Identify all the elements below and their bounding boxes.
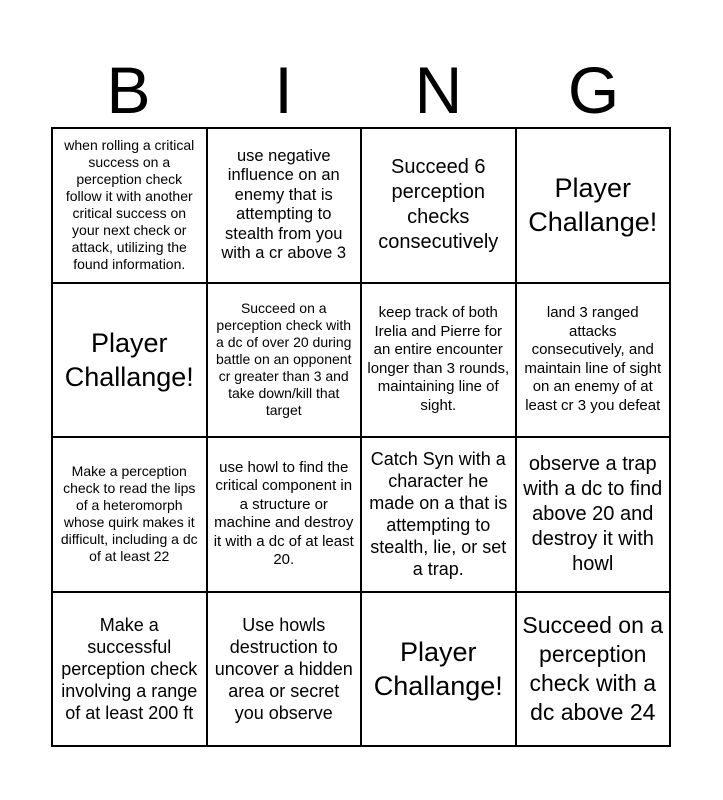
header-letter-n: N (414, 53, 463, 127)
bingo-cell[interactable] (362, 438, 517, 593)
bingo-cell[interactable] (208, 284, 363, 439)
bingo-cell[interactable] (517, 593, 672, 748)
cell-text: Make a successful perception check involving a range of at least 200 ft (61, 614, 198, 723)
cell-text: use howl to find the critical component in a structure or machine and destroy it with a dc of at least 20. (213, 458, 354, 569)
bingo-cell[interactable] (208, 129, 363, 284)
bingo-cell-player-challenge[interactable] (53, 284, 208, 439)
cell-text: Use howls destruction to uncover a hidden area or secret you observe (214, 614, 353, 723)
cell-text: Make a perception check to read the lips of a heteromorph whose quirk makes it difficult, including a dc of at least 22 (60, 463, 198, 565)
bingo-cell[interactable] (208, 593, 363, 748)
bingo-cell[interactable] (53, 593, 208, 748)
bingo-cell[interactable] (517, 284, 672, 439)
cell-text: Succeed 6 perception checks consecutively (378, 156, 499, 254)
bingo-header (51, 52, 671, 128)
cell-text: observe a trap with a dc to find above 20 and destroy it with howl (523, 452, 663, 575)
bingo-grid (51, 127, 671, 747)
bingo-cell[interactable] (53, 438, 208, 593)
cell-text: Player Challange! (528, 173, 658, 238)
bingo-cell-player-challenge[interactable] (362, 593, 517, 748)
header-letter-g: G (567, 53, 620, 127)
cell-text: land 3 ranged attacks consecutively, and maintain line of sight on an enemy of at least cr 3 you defeat (524, 304, 662, 414)
bingo-cell[interactable] (362, 129, 517, 284)
cell-text: when rolling a critical success on a perception check follow it with another critical success on your next check or attack, utilizing the found information. (64, 137, 195, 273)
cell-text: keep track of both Irelia and Pierre for an entire encounter longer than 3 rounds, maintaining line of sight. (367, 304, 510, 414)
header-letter-b: B (106, 53, 151, 127)
bingo-cell-player-challenge[interactable] (517, 129, 672, 284)
header-letter-i: I (274, 53, 293, 127)
cell-text: Player Challange! (373, 636, 503, 701)
bingo-cell[interactable] (362, 284, 517, 439)
bingo-cell[interactable] (208, 438, 363, 593)
bingo-cell[interactable] (53, 129, 208, 284)
cell-text: Catch Syn with a character he made on a that is attempting to stealth, lie, or set a trap. (369, 449, 508, 580)
bingo-cell[interactable] (517, 438, 672, 593)
cell-text: Succeed on a perception check with a dc above 24 (522, 611, 664, 725)
cell-text: use negative influence on an enemy that is attempting to stealth from you with a cr above 3 (221, 146, 347, 263)
cell-text: Player Challange! (64, 327, 194, 392)
cell-text: Succeed on a perception check with a dc of over 20 during battle on an opponent cr greater than 3 and take down/kill that target (216, 300, 352, 419)
